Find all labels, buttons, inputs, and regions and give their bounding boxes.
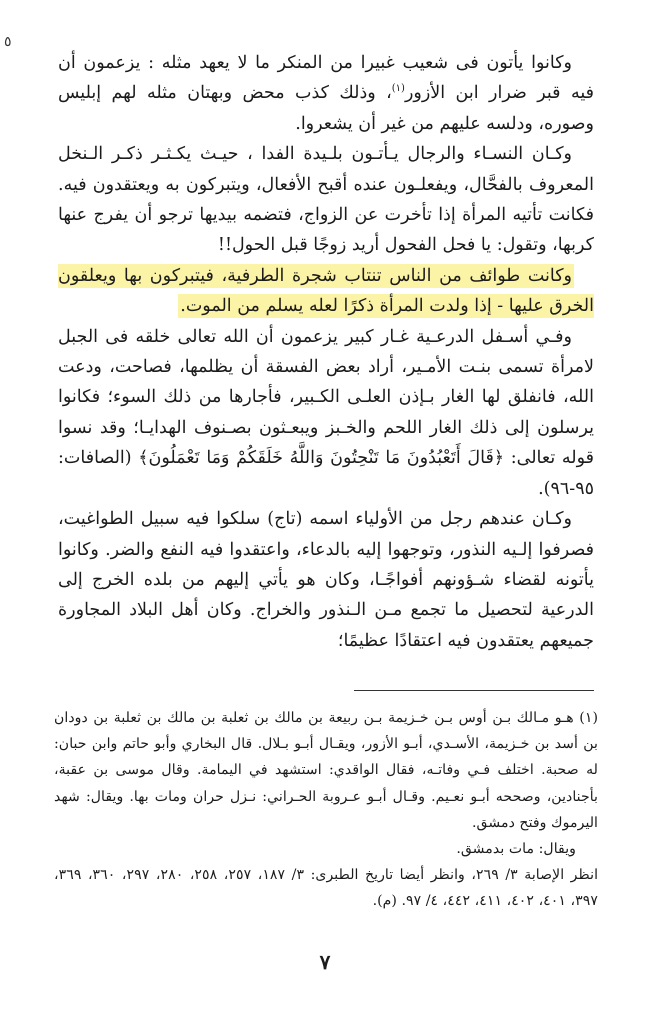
highlighted-passage: وكانت طوائف من الناس تنتاب شجرة الطرفية، فيتبركون بها ويعلقون الخرق عليها - إذا ولدت المرأة ذكرًا لعله يسلم من الموت. (58, 265, 594, 317)
paragraph-1-text-a: وكانوا يأتون فى شعيب غبيرا من المنكر ما لا يعهد مثله : يزعمون أن فيه قبر ضرار ابن الأزور (58, 53, 594, 104)
footnote-reference[interactable]: (١) (391, 83, 405, 95)
footnote-1-continuation: ويقال: مات بدمشق. (456, 841, 576, 858)
footnotes (54, 705, 598, 915)
footnote-separator (354, 690, 594, 691)
paragraph-4: وفـي أسـفل الدرعـية غـار كبير يزعمون أن الله تعالى خلقه فى الجبل لامرأة تسمى بنـت الأمـير، أراد بعض الفسقة أن يظلمها، فصاحت، ودعت الله، فانفلق لها الغار بـإذن العلـى الكـبير، فأجارها من ذلك السوء؛ فكانوا يرسلون إلى ذلك الغار اللحم والخـبز ويبعـثون بصـنوف الهدايـا؛ وقد نسوا قوله تعالى: ﴿قَالَ أَتَعْبُدُونَ مَا تَنْحِتُونَ وَاللَّهُ خَلَقَكُمْ وَمَا تَعْمَلُونَ﴾ (الصافات: ٩٥-٩٦). (58, 326, 594, 499)
corner-mark: ٥ (4, 34, 12, 50)
paragraph-2: وكـان النسـاء والرجال يـأتـون بلـيدة الفدا ، حيـث يكـثـر ذكـر الـنخل المعروف بالفحَّال، ويفعلـون عنده أقبح الأفعال، ويتبركون به ويعتقدون فيه. فكانت تأتيه المرأة إذا تأخرت عن الزواج، فتضمه بيديها ترجو أن يفرج عنها كربها، وتقول: يا فحل الفحول أريد زوجًا قبل الحول!! (58, 144, 594, 256)
paragraph-1-text-b: ، وذلك كذب محض وبهتان مثله لهم إبليس وصوره، ودلسه عليهم من غير أن يشعروا. (58, 83, 594, 134)
page-number: ٧ (319, 950, 331, 974)
paragraph-1 (58, 48, 594, 139)
paragraph-3 (58, 261, 594, 322)
main-text (58, 48, 594, 656)
footnote-1: (١) هـو مـالك بـن أوس بـن خـزيمة بـن ربيعة بن مالك بن ثعلبة بن مالك بن ثعلبة بن دودان بن أسد بن خـزيمة، الأسـدي، أبـو الأزور، ويقـال أبـو بـلال. قال البخاري وأبو حاتم وابن حبان: له صحبة. اختلف فـي وفاتـه، فقال الواقدي: استشهد في اليمامة. وقال موسى بن عقبة، بأجنادين، وصححه أبـو نعـيم. وقـال أبـو عـروبة الحـراني: نـزل حران ومات بها. ويقال: شهد اليرموك وفتح دمشق. (54, 710, 598, 831)
paragraph-5: وكـان عندهم رجل من الأولياء اسمه (تاج) سلكوا فيه سبيل الطواغيت، فصرفوا إلـيه النذور، وتوجهوا إليه بالدعاء، واعتقدوا فيه النفع والضر. وكانوا يأتونه لقضاء شـؤونهم أفواجًـا، وكان هو يأتي إليهم من بلده الخرج إلى الدرعية لتحصيل ما تجمع مـن الـنذور والخراج. وكان أهل البلاد المجاورة جميعهم يعتقدون فيه اعتقادًا عظيمًا؛ (58, 509, 594, 651)
footnote-references: انظر الإصابة ٣/ ٢٦٩، وانظر أيضا تاريخ الطبرى: ٣/ ١٨٧، ٢٥٧، ٢٥٨، ٢٨٠، ٢٩٧، ٣٦٠، ٣٦٩، ٣٩٧، ٤٠١، ٤٠٢، ٤١١، ٤٤٢، ٤/ ٩٧. (م). (54, 867, 599, 910)
